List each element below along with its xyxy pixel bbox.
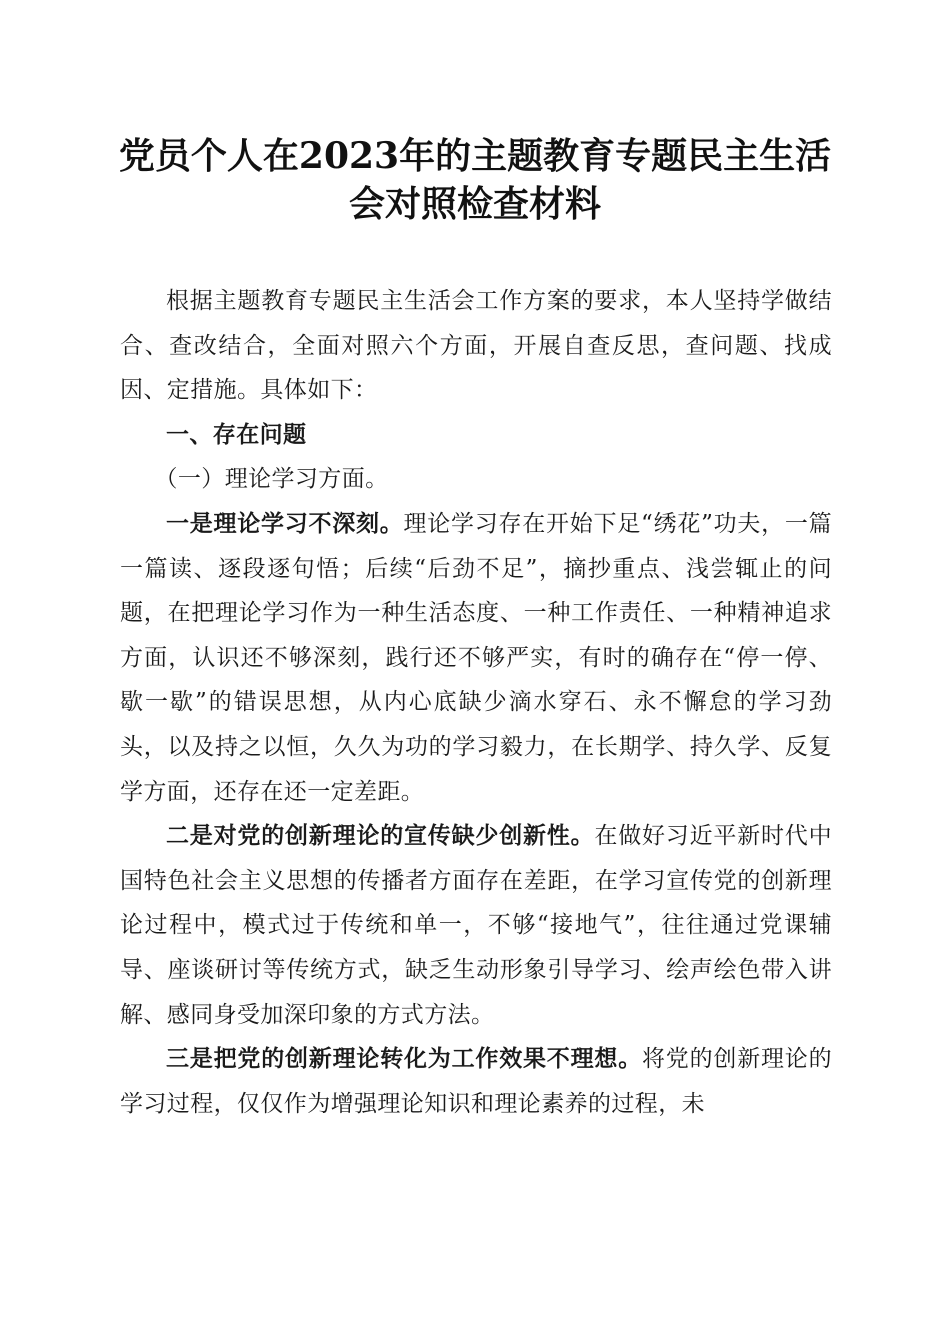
title-line-1: 党员个人在2023年的主题教育专题民主生活 xyxy=(118,135,832,177)
document-title xyxy=(100,132,850,228)
item-paragraph-3 xyxy=(120,1037,832,1126)
item-2-lead: 二是对党的创新理论的宣传缺少创新性。 xyxy=(166,822,595,850)
item-3-body: 将党的创新理论的学习过程，仅仅作为增强理论知识和理论素养的过程，未 xyxy=(120,1046,832,1117)
subsection-heading-theory: （一）理论学习方面。 xyxy=(154,466,389,493)
item-3-lead: 三是把党的创新理论转化为工作效果不理想。 xyxy=(166,1045,642,1073)
intro-paragraph: 根据主题教育专题民主生活会工作方案的要求，本人坚持学做结合、查改结合，全面对照六个方面，开展自查反思，查问题、找成因、定措施。具体如下： xyxy=(120,288,832,404)
item-2-body: 在做好习近平新时代中国特色社会主义思想的传播者方面存在差距，在学习宣传党的创新理论过程中，模式过于传统和单一，不够“接地气”，往往通过党课辅导、座谈研讨等传统方式，缺乏生动形象引导学习、绘声绘色带入讲解、感同身受加深印象的方式方法。 xyxy=(120,823,833,1028)
section-heading-problems: 一、存在问题 xyxy=(166,421,307,448)
document-body xyxy=(120,279,832,1126)
item-1-lead: 一是理论学习不深刻。 xyxy=(166,509,404,537)
item-1-body: 理论学习存在开始下足“绣花”功夫，一篇一篇读、逐段逐句悟；后续“后劲不足”，摘抄重点、浅尝辄止的问题，在把理论学习作为一种生活态度、一种工作责任、一种精神追求方面，认识还不够深刻，践行还不够严实，有时的确存在“停一停、歇一歇”的错误思想，从内心底缺少滴水穿石、永不懈怠的学习劲头，以及持之以恒，久久为功的学习毅力，在长期学、持久学、反复学方面，还存在还一定差距。 xyxy=(120,510,832,805)
item-paragraph-2 xyxy=(120,814,832,1037)
item-paragraph-1 xyxy=(120,502,832,814)
title-line-2: 会对照检查材料 xyxy=(348,183,601,225)
